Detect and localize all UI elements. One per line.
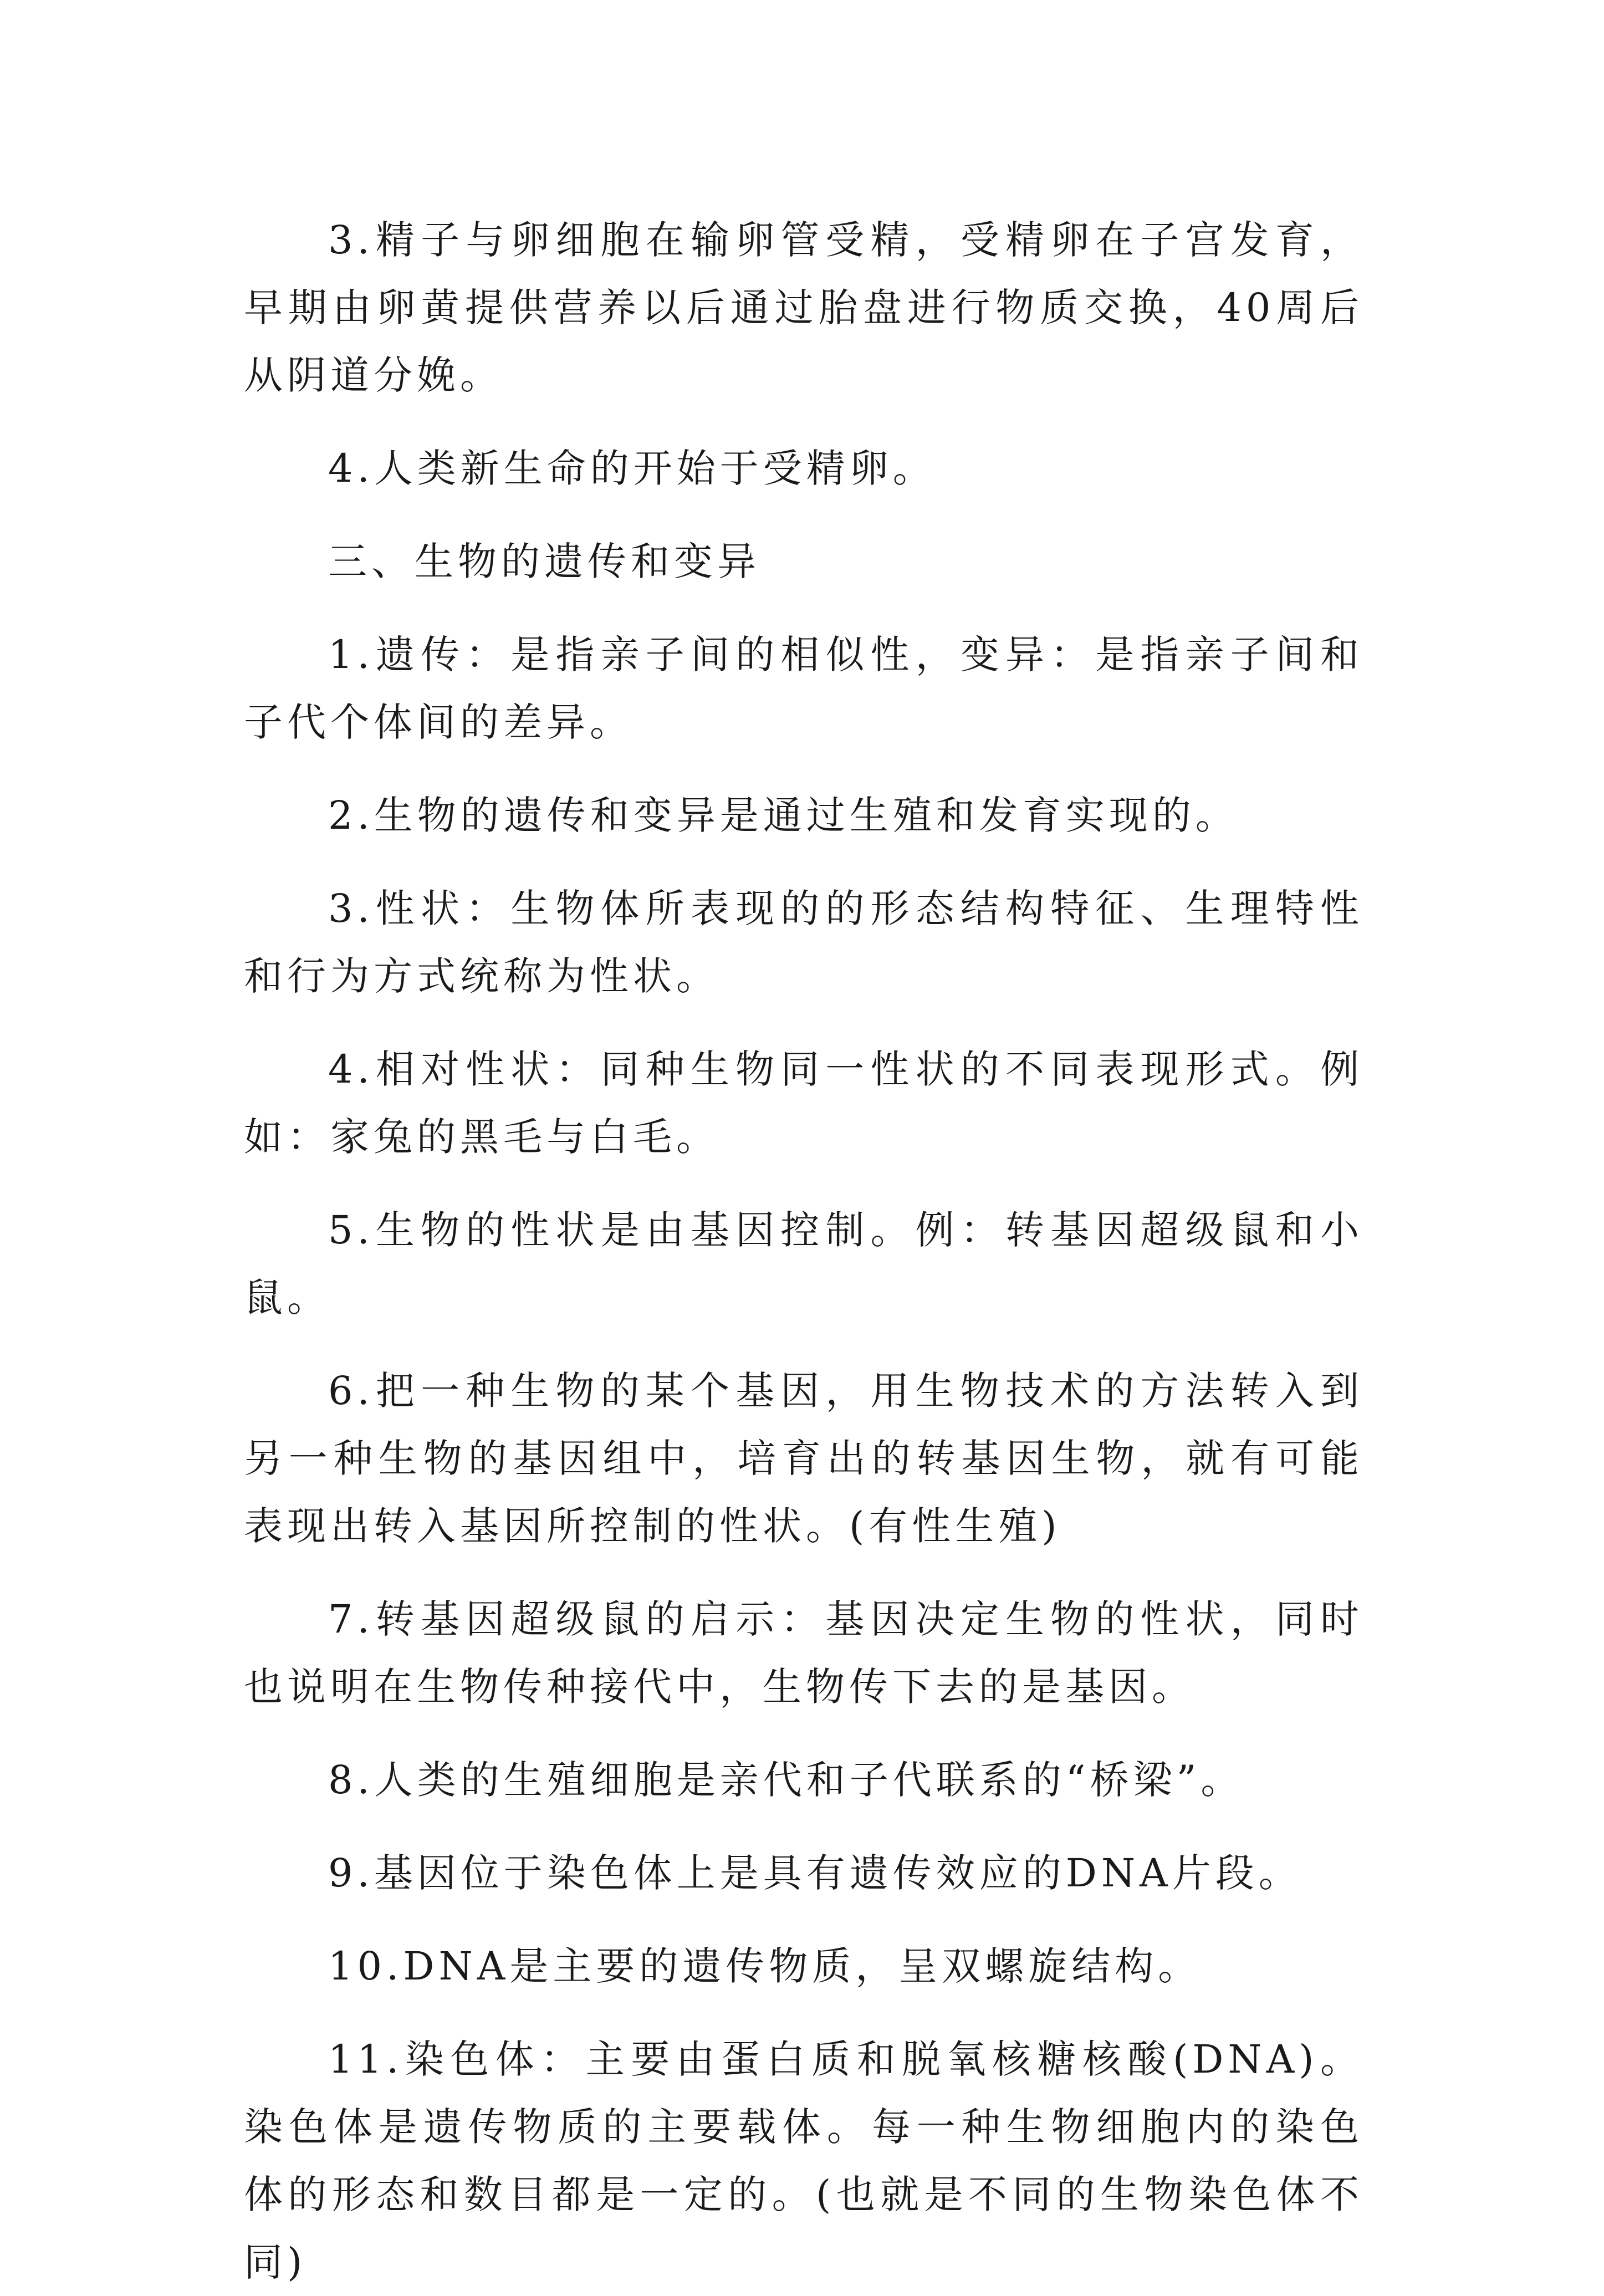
- section-heading-heredity: 三、生物的遗传和变异: [328, 539, 760, 584]
- paragraph-reproduction: 2.生物的遗传和变异是通过生殖和发育实现的。: [328, 793, 1239, 838]
- paragraph-gene-control: 5.生物的性状是由基因控制。例：转基因超级鼠和小鼠。: [244, 1207, 1363, 1320]
- paragraph-chromosome: 11.染色体：主要由蛋白质和脱氧核糖核酸(DNA)。染色体是遗传物质的主要载体。每一种生物细胞内的染色体的形态和数目都是一定的。(也就是不同的生物染色体不同): [244, 2037, 1363, 2285]
- paragraph-traits: 3.性状：生物体所表现的的形态结构特征、生理特性和行为方式统称为性状。: [244, 886, 1363, 999]
- paragraph-relative-traits: 4.相对性状：同种生物同一性状的不同表现形式。例如：家兔的黑毛与白毛。: [244, 1047, 1363, 1160]
- paragraph-dna: 10.DNA是主要的遗传物质，呈双螺旋结构。: [328, 1943, 1202, 1989]
- paragraph-supermouse: 7.转基因超级鼠的启示：基因决定生物的性状，同时也说明在生物传种接代中，生物传下去的是基因。: [244, 1596, 1363, 1710]
- paragraph-gene-location: 9.基因位于染色体上是具有遗传效应的DNA片段。: [328, 1850, 1302, 1896]
- paragraph-germ-cells: 8.人类的生殖细胞是亲代和子代联系的“桥梁”。: [328, 1757, 1244, 1803]
- document-body: [244, 206, 1363, 2296]
- paragraph-fertilization: 3.精子与卵细胞在输卵管受精，受精卵在子宫发育，早期由卵黄提供营养以后通过胎盘进行物质交换，40周后从阴道分娩。: [244, 217, 1363, 398]
- paragraph-heredity-definition: 1.遗传：是指亲子间的相似性，变异：是指亲子间和子代个体间的差异。: [244, 632, 1363, 745]
- paragraph-gene-transfer: 6.把一种生物的某个基因，用生物技术的方法转入到另一种生物的基因组中，培育出的转基因生物，就有可能表现出转入基因所控制的性状。(有性生殖): [244, 1368, 1363, 1549]
- paragraph-new-life: 4.人类新生命的开始于受精卵。: [328, 446, 936, 491]
